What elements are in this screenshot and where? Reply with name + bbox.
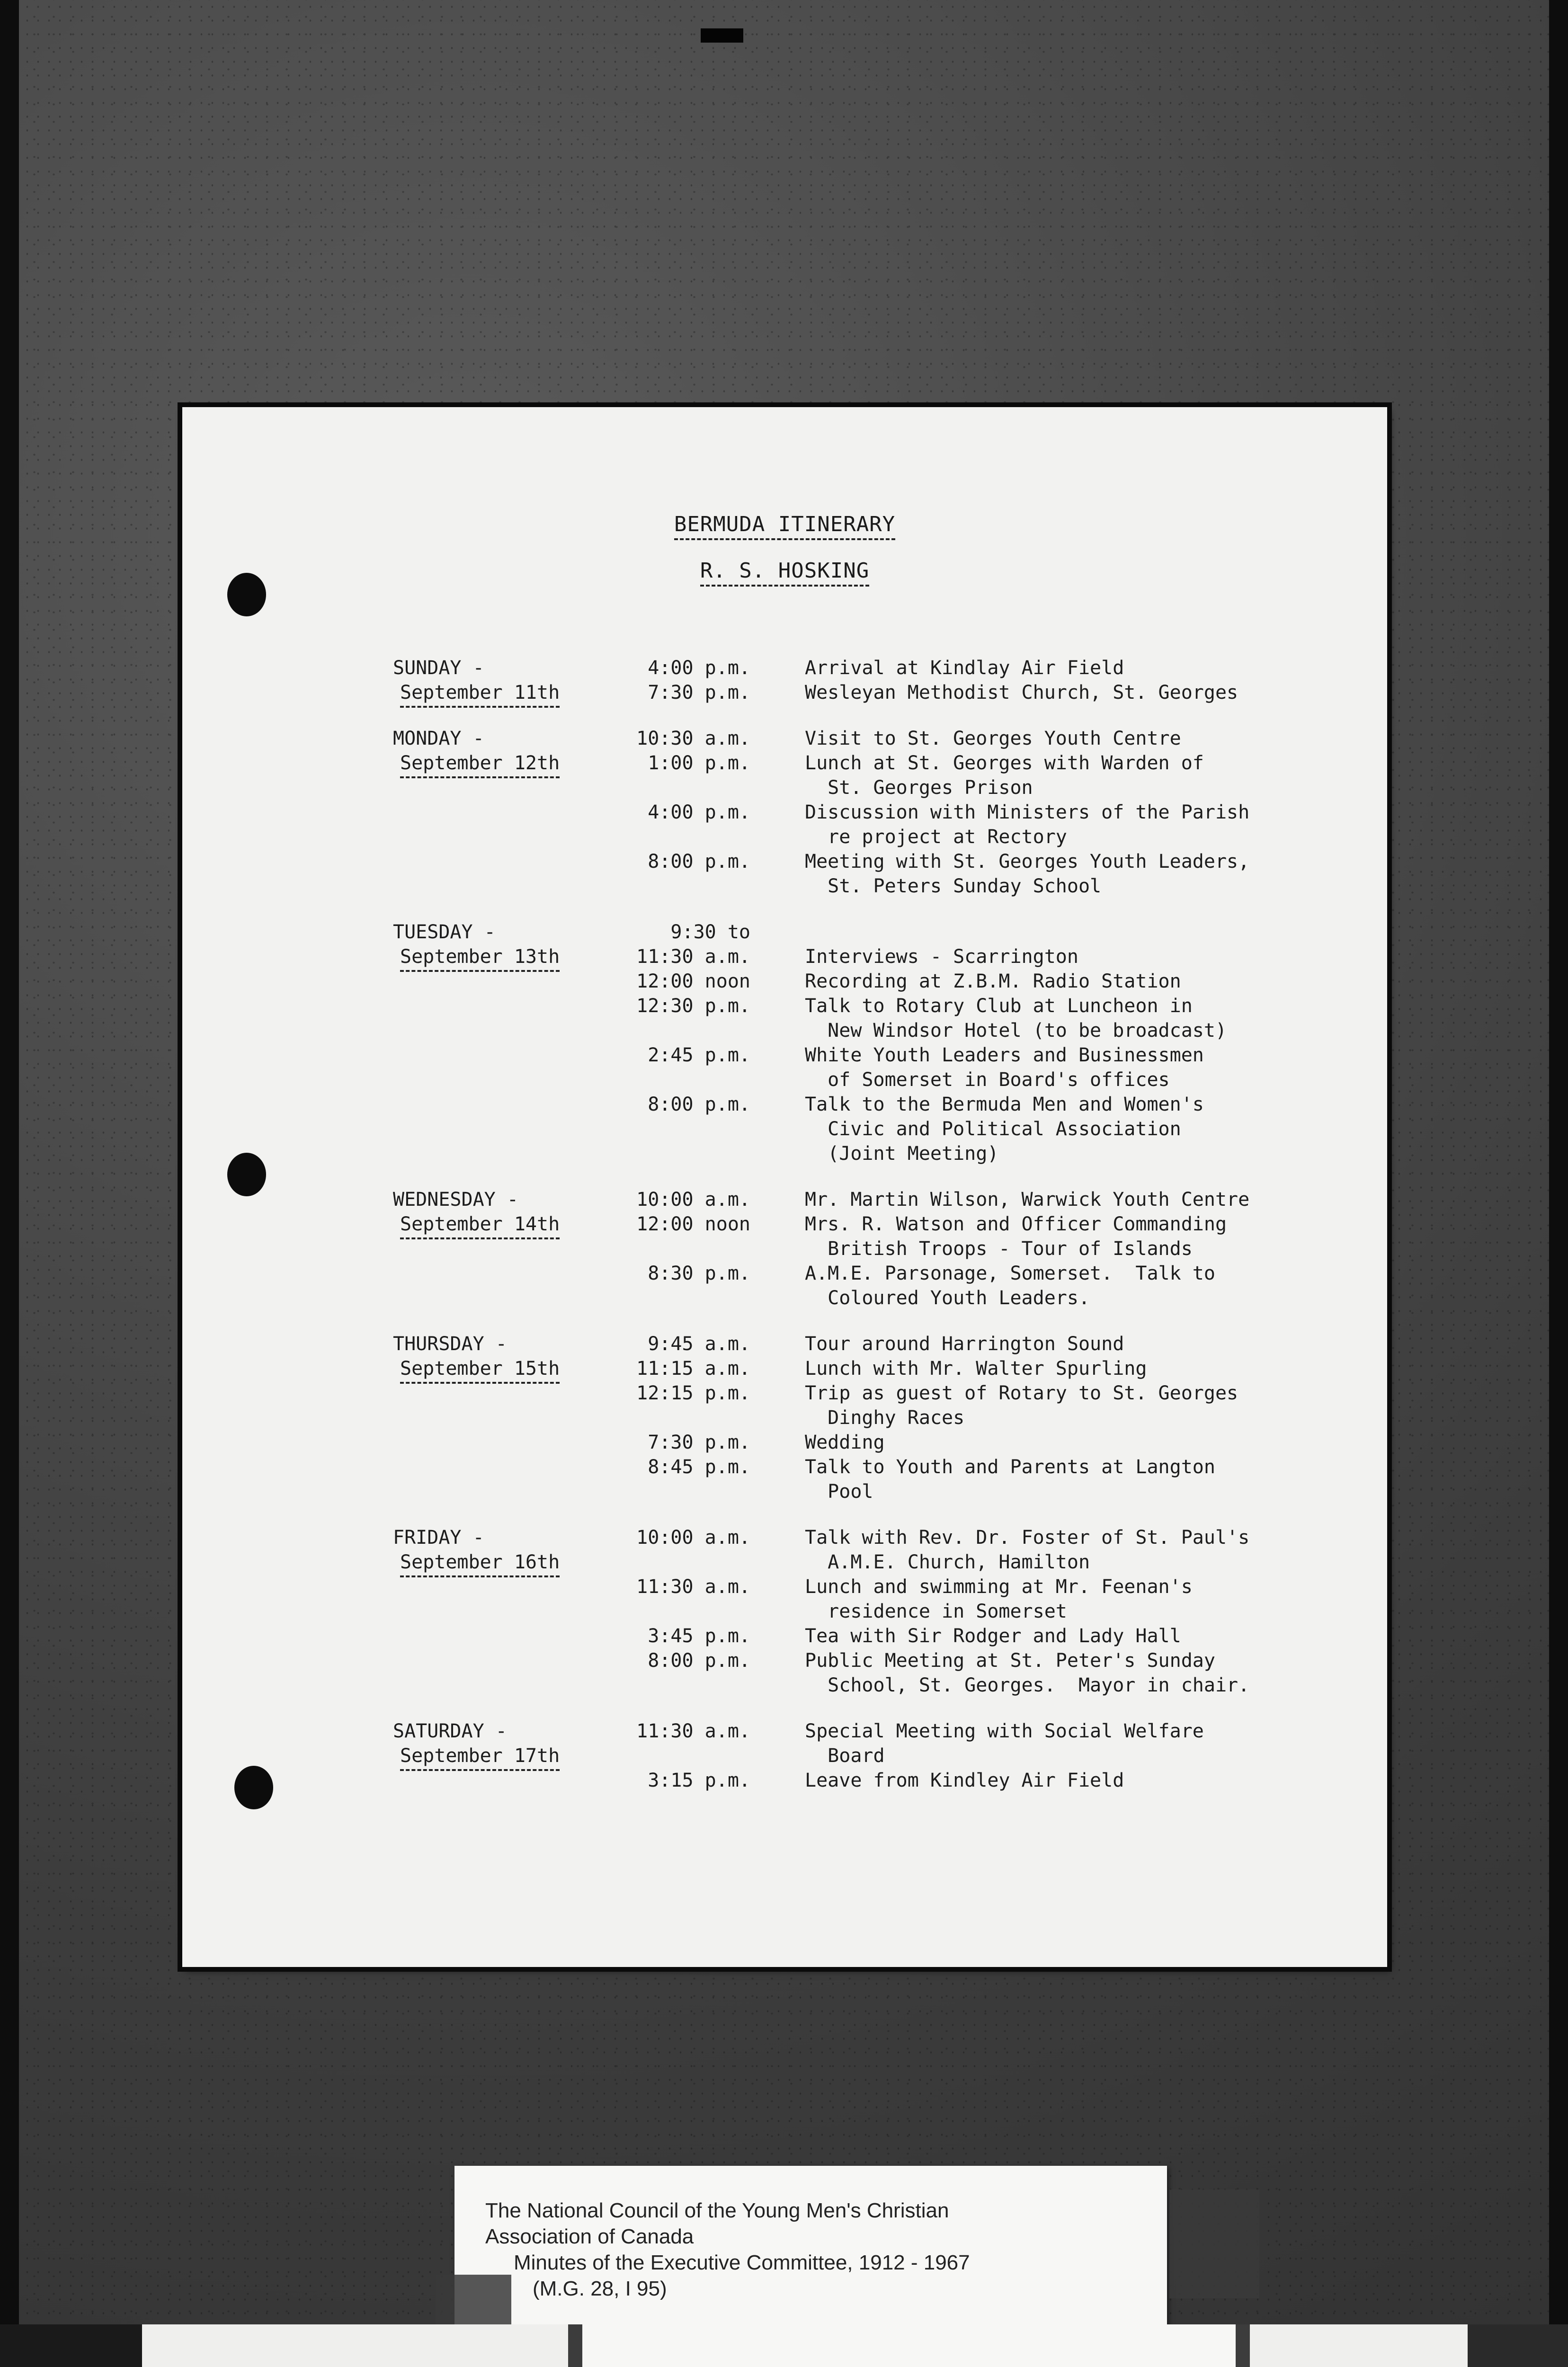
entry-time: 9:45 a.m. xyxy=(648,1333,750,1355)
entry-time: 12:30 p.m. xyxy=(636,995,750,1017)
entry-time: 12:15 p.m. xyxy=(636,1382,750,1404)
entry-description: Mr. Martin Wilson, Warwick Youth Centre xyxy=(805,1189,1250,1210)
entry-time: 11:15 a.m. xyxy=(636,1358,750,1379)
entry-time: 11:30 a.m. xyxy=(636,1720,750,1742)
entry-time: 4:00 p.m. xyxy=(648,657,750,679)
entry-time: 1:00 p.m. xyxy=(648,752,750,774)
entry-description: A.M.E. Parsonage, Somerset. Talk to Coloured Youth Leaders. xyxy=(805,1263,1215,1309)
day-name: SUNDAY - xyxy=(393,657,484,679)
day-name: TUESDAY - xyxy=(393,921,496,943)
film-edge-right xyxy=(1549,0,1568,2367)
day-date: September 11th xyxy=(400,680,560,708)
entry-description: Talk to the Bermuda Men and Women's Civic and Political Association (Joint Meeting) xyxy=(805,1094,1204,1165)
document-subtitle: R. S. HOSKING xyxy=(182,559,1387,583)
day-date: September 17th xyxy=(400,1744,560,1771)
entry-time: 11:30 a.m. xyxy=(636,946,750,968)
day-name: FRIDAY - xyxy=(393,1527,484,1548)
entry-time: 10:00 a.m. xyxy=(636,1189,750,1210)
entry-time: 8:00 p.m. xyxy=(648,1650,750,1672)
entry-description: Wesleyan Methodist Church, St. Georges xyxy=(805,682,1238,703)
tape-strip xyxy=(1169,2189,1259,2298)
day-heading xyxy=(393,1525,560,1577)
entry-time: 8:00 p.m. xyxy=(648,851,750,872)
stamp-frame-left xyxy=(0,2324,142,2367)
label-line-4: (M.G. 28, I 95) xyxy=(533,2277,667,2300)
label-line-1: The National Council of the Young Men's Christian xyxy=(485,2199,949,2222)
day-heading xyxy=(393,726,560,778)
day-date: September 13th xyxy=(400,944,560,972)
day-date: September 14th xyxy=(400,1212,560,1239)
entry-description: Talk with Rev. Dr. Foster of St. Paul's A.M.E. Church, Hamilton xyxy=(805,1527,1250,1573)
day-date: September 12th xyxy=(400,751,560,778)
entry-description: Discussion with Ministers of the Parish re project at Rectory xyxy=(805,801,1250,848)
punch-hole xyxy=(234,1766,273,1809)
entry-time: 3:15 p.m. xyxy=(648,1770,750,1791)
entry-description: Lunch with Mr. Walter Spurling xyxy=(805,1358,1147,1379)
entry-description: Leave from Kindley Air Field xyxy=(805,1770,1124,1791)
entry-time: 11:30 a.m. xyxy=(636,1576,750,1598)
stamp-frame-right xyxy=(1468,2324,1568,2367)
entry-time: 3:45 p.m. xyxy=(648,1625,750,1647)
entry-time: 10:30 a.m. xyxy=(636,728,750,749)
entry-description: Public Meeting at St. Peter's Sunday School, St. Georges. Mayor in chair. xyxy=(805,1650,1250,1696)
document-title: BERMUDA ITINERARY xyxy=(182,512,1387,536)
entry-description: Wedding xyxy=(805,1432,885,1453)
archives-stamp xyxy=(142,2324,1468,2367)
entry-time: 8:30 p.m. xyxy=(648,1263,750,1284)
entry-description: Lunch and swimming at Mr. Feenan's residence in Somerset xyxy=(805,1576,1193,1622)
entry-time: 4:00 p.m. xyxy=(648,801,750,823)
day-heading xyxy=(393,656,560,708)
entry-description: Meeting with St. Georges Youth Leaders, St. Peters Sunday School xyxy=(805,851,1250,897)
entry-description: Lunch at St. Georges with Warden of St. Georges Prison xyxy=(805,752,1204,799)
entry-description: Special Meeting with Social Welfare Board xyxy=(805,1720,1204,1767)
entry-description: White Youth Leaders and Businessmen of Somerset in Board's offices xyxy=(805,1044,1204,1091)
day-name: WEDNESDAY - xyxy=(393,1189,518,1210)
entry-description: Interviews - Scarrington xyxy=(805,946,1078,968)
day-date: September 16th xyxy=(400,1550,560,1577)
board-mark xyxy=(701,28,743,43)
entry-description: Visit to St. Georges Youth Centre xyxy=(805,728,1181,749)
itinerary-page xyxy=(182,407,1387,1967)
day-name: THURSDAY - xyxy=(393,1333,507,1355)
entry-time: 9:30 to xyxy=(670,921,750,943)
entry-time: 7:30 p.m. xyxy=(648,682,750,703)
day-name: MONDAY - xyxy=(393,728,484,749)
entry-description: Talk to Youth and Parents at Langton Pool xyxy=(805,1456,1215,1503)
entry-description: Tea with Sir Rodger and Lady Hall xyxy=(805,1625,1181,1647)
entry-time: 12:00 noon xyxy=(636,1213,750,1235)
day-heading xyxy=(393,920,560,972)
stamp-notch-inner xyxy=(582,2324,1236,2367)
entry-time: 8:45 p.m. xyxy=(648,1456,750,1478)
entry-time: 2:45 p.m. xyxy=(648,1044,750,1066)
film-edge-left xyxy=(0,0,19,2367)
entry-description: Tour around Harrington Sound xyxy=(805,1333,1124,1355)
entry-description: Trip as guest of Rotary to St. Georges Dinghy Races xyxy=(805,1382,1238,1429)
entry-time: 8:00 p.m. xyxy=(648,1094,750,1115)
entry-description: Recording at Z.B.M. Radio Station xyxy=(805,970,1181,992)
entry-description: Arrival at Kindlay Air Field xyxy=(805,657,1124,679)
entry-description: Mrs. R. Watson and Officer Commanding British Troops - Tour of Islands xyxy=(805,1213,1227,1260)
day-heading xyxy=(393,1187,560,1239)
punch-hole xyxy=(227,1153,266,1196)
day-date: September 15th xyxy=(400,1356,560,1384)
day-heading xyxy=(393,1719,560,1771)
entry-description: Talk to Rotary Club at Luncheon in New Windsor Hotel (to be broadcast) xyxy=(805,995,1227,1041)
day-name: SATURDAY - xyxy=(393,1720,507,1742)
day-heading xyxy=(393,1332,560,1384)
label-line-2: Association of Canada xyxy=(485,2225,694,2248)
entry-time: 10:00 a.m. xyxy=(636,1527,750,1548)
entry-time: 12:00 noon xyxy=(636,970,750,992)
entry-time: 7:30 p.m. xyxy=(648,1432,750,1453)
label-line-3: Minutes of the Executive Committee, 1912 - 1967 xyxy=(514,2251,970,2274)
